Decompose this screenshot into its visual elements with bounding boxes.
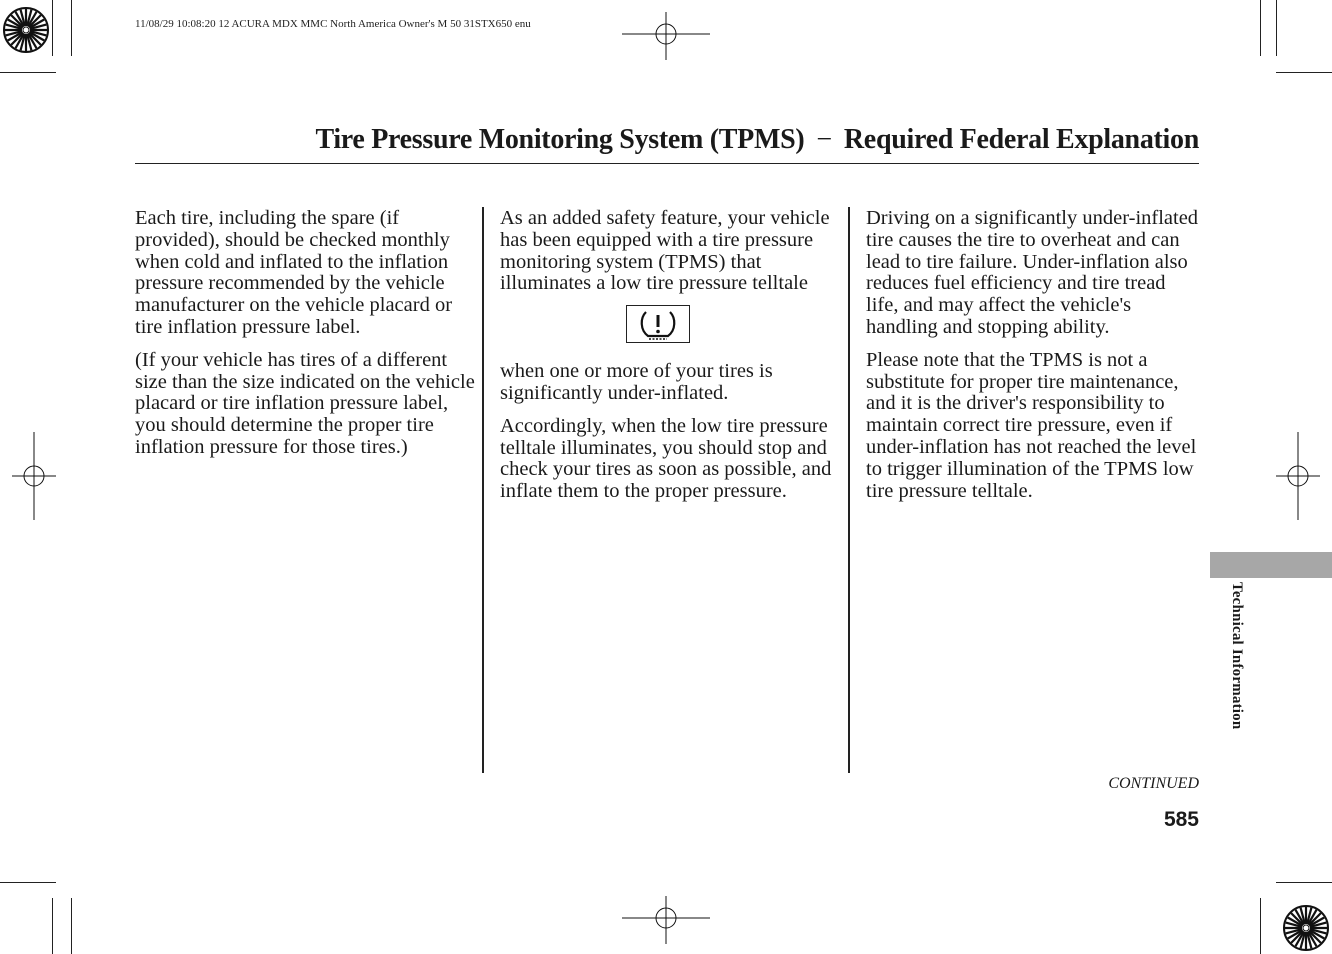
registration-crosshair-icon xyxy=(622,896,710,944)
crop-mark xyxy=(52,0,53,56)
page-title xyxy=(315,124,1199,156)
paragraph: Please note that the TPMS is not a substitute for proper tire maintenance, and it is the driver's responsibility to maintain correct tire pressure, even if under-inflation has not reached the level to trigger illumination of the TPMS low tire pressure telltale. xyxy=(866,348,1197,502)
title-rule xyxy=(135,163,1199,164)
page-title-main: Tire Pressure Monitoring System (TPMS) xyxy=(315,124,805,155)
crop-mark xyxy=(1276,72,1332,73)
column-divider xyxy=(482,207,484,773)
page-title-sub: Required Federal Explanation xyxy=(843,124,1199,155)
registration-crosshair-icon xyxy=(622,12,710,60)
crop-mark xyxy=(1260,898,1261,954)
crop-mark xyxy=(0,882,56,883)
paragraph: when one or more of your tires is significantly under-inflated. xyxy=(500,360,773,404)
title-separator: − xyxy=(816,124,832,155)
registration-crosshair-icon xyxy=(1276,432,1320,520)
registration-crosshair-icon xyxy=(12,432,56,520)
crop-mark xyxy=(71,898,72,954)
registration-starburst-icon xyxy=(1282,904,1330,952)
paragraph: Accordingly, when the low tire pressure telltale illuminates, you should stop and check your tires as soon as possible, and inflate them to the proper pressure. xyxy=(500,414,832,503)
crop-mark xyxy=(1276,0,1277,56)
crop-mark xyxy=(71,0,72,56)
text-column-1 xyxy=(135,208,475,470)
paragraph: Driving on a significantly under-inflated tire causes the tire to overheat and can lead to tire failure. Under-inflation also reduces fuel efficiency and tire tread life, and may affect the vehicle's handling and stopping ability. xyxy=(866,207,1199,338)
text-column-2 xyxy=(500,208,836,514)
paragraph: (If your vehicle has tires of a different size than the size indicated on the vehicle placard or tire inflation pressure label, you should determine the proper tire inflation pressure for those tires.) xyxy=(135,348,475,458)
column-divider xyxy=(848,207,850,773)
low-tire-pressure-telltale-icon xyxy=(626,305,690,343)
paragraph: Each tire, including the spare (if provided), should be checked monthly when cold and inflated to the inflation pressure recommended by the vehicle manufacturer on the vehicle placard or tire inflation pressure label. xyxy=(135,207,453,338)
page-number: 585 xyxy=(1163,808,1199,831)
crop-mark xyxy=(1260,0,1261,56)
section-tab-label: Technical Information xyxy=(1229,582,1245,730)
section-tab-marker xyxy=(1210,552,1332,578)
crop-mark xyxy=(52,898,53,954)
registration-starburst-icon xyxy=(2,6,50,54)
crop-mark xyxy=(0,72,56,73)
paragraph: As an added safety feature, your vehicle has been equipped with a tire pressure monitoring system (TPMS) that illuminates a low tire pressure telltale xyxy=(500,207,830,295)
crop-mark xyxy=(1276,882,1332,883)
print-job-header: 11/08/29 10:08:20 12 ACURA MDX MMC North America Owner's M 50 31STX650 enu xyxy=(135,18,531,30)
continued-label: CONTINUED xyxy=(1108,775,1199,792)
text-column-3 xyxy=(866,208,1199,513)
